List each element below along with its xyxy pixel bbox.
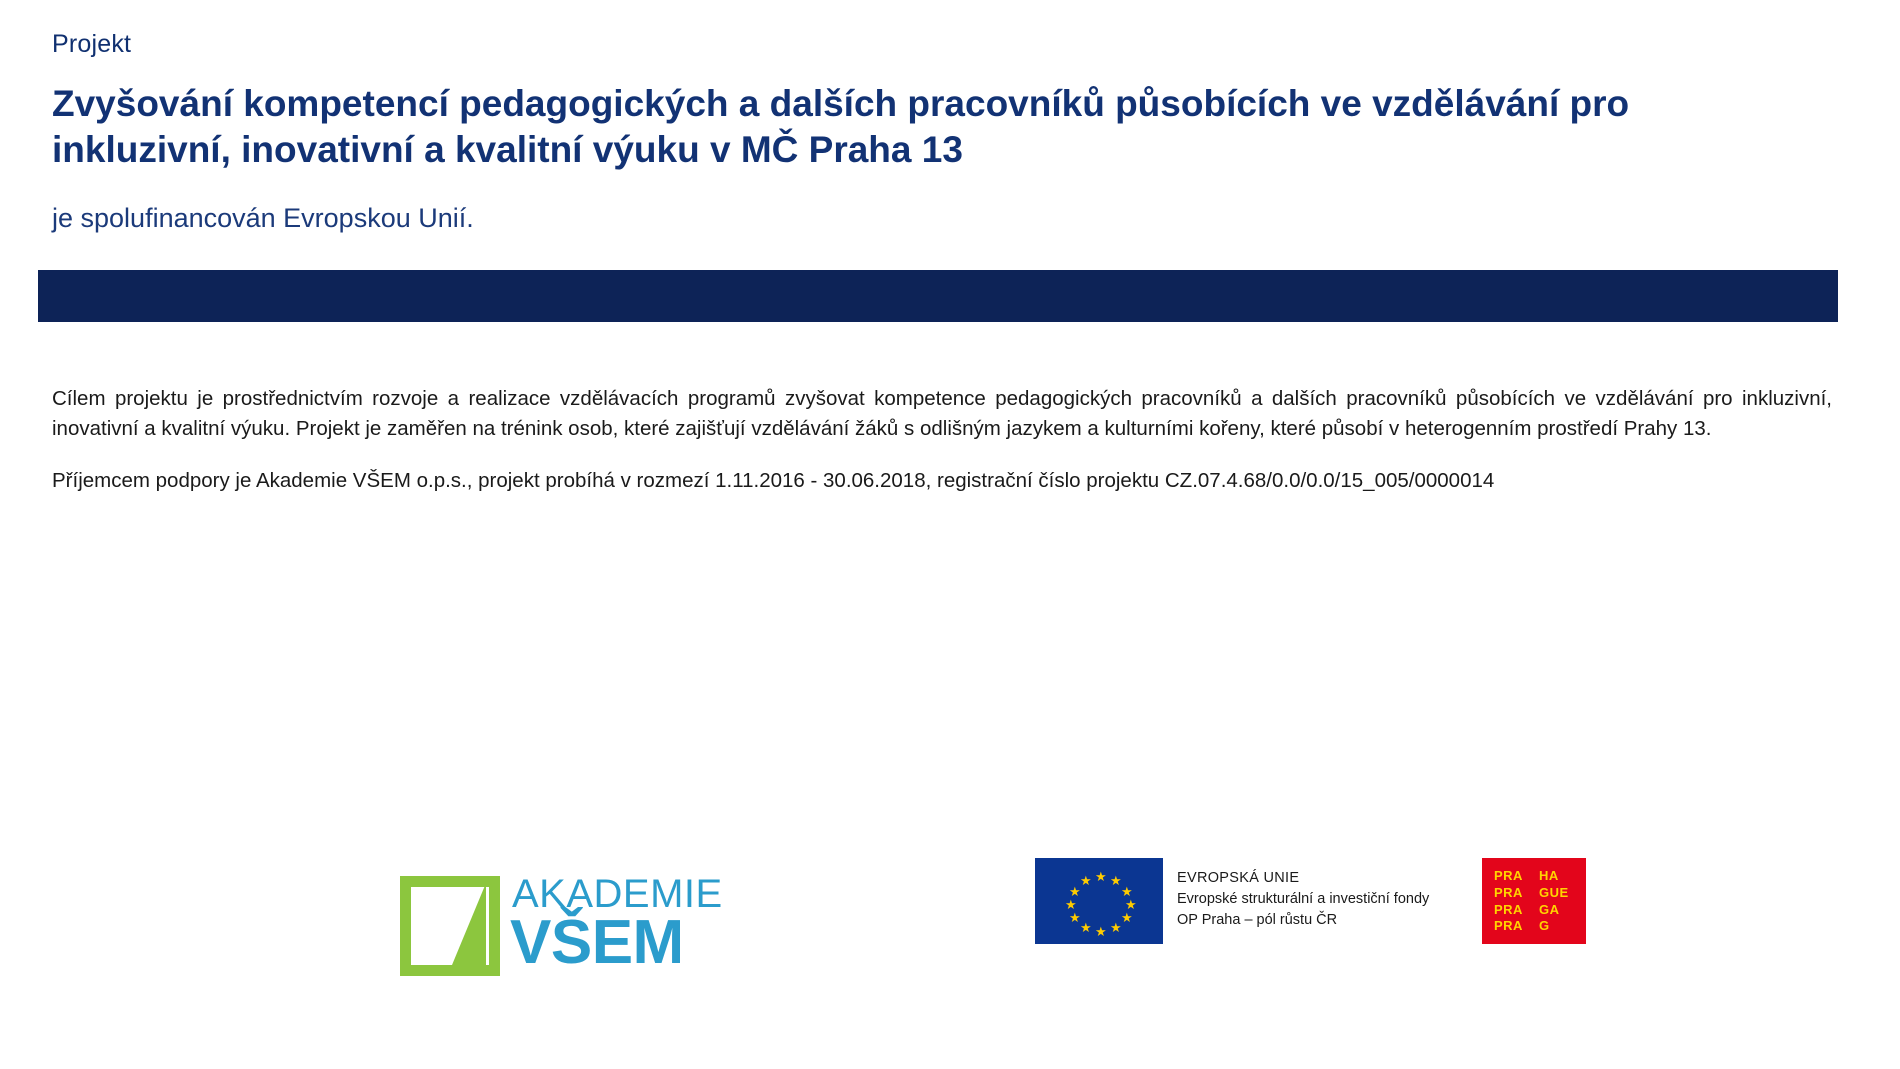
praha-logo <box>1482 858 1586 944</box>
eu-text-line-1: EVROPSKÁ UNIE <box>1177 869 1300 886</box>
paragraph-goal: Cílem projektu je prostřednictvím rozvoje a realizace vzdělávacích programů zvyšovat kompetence pedagogických pracovníků a dalších pracovníků působících ve vzdělávání pro inkluzivní, inovativní a kvalitní výuku. Projekt je zaměřen na trénink osob, které zajišťují vzdělávání žáků s odlišným jazykem a kulturními kořeny, které působí v heterogenním prostředí Prahy 13. <box>52 386 1832 441</box>
vsem-diagonal-icon <box>452 883 486 965</box>
header-block <box>0 0 1900 234</box>
praha-cell: G <box>1539 918 1550 934</box>
akademie-vsem-logo <box>400 850 740 975</box>
kicker-label: Projekt <box>52 30 132 58</box>
eu-logo-text <box>1177 870 1429 933</box>
vsem-wordmark-top: AKADEMIE <box>512 872 723 916</box>
body-text-block <box>0 384 1900 497</box>
praha-logo-grid <box>1482 858 1586 944</box>
praha-cell: PRA <box>1494 867 1523 883</box>
page-title: Zvyšování kompetencí pedagogických a dalších pracovníků působících ve vzdělávání pro inkluzivní, inovativní a kvalitní výuku v MČ Praha 13 <box>52 83 1630 170</box>
eu-text-line-3: OP Praha – pól růstu ČR <box>1177 911 1338 928</box>
praha-cell: GUE <box>1539 884 1569 900</box>
praha-cell: PRA <box>1494 901 1523 917</box>
eu-flag-icon: ★ ★ ★ ★ ★ ★ ★ ★ ★ ★ ★ ★ <box>1035 858 1163 944</box>
eu-logo <box>1035 858 1429 944</box>
eu-text-line-2: Evropské strukturální a investiční fondy <box>1177 890 1430 907</box>
paragraph-beneficiary: Příjemcem podpory je Akademie VŠEM o.p.s., projekt probíhá v rozmezí 1.11.2016 - 30.06.2018, registrační číslo projektu CZ.07.4.68/0.0/0.0/15_005/0000014 <box>52 469 1495 493</box>
praha-cell: HA <box>1539 867 1559 883</box>
page-subtitle: je spolufinancován Evropskou Unií. <box>52 202 474 233</box>
vsem-wordmark-bottom: VŠEM <box>510 908 684 977</box>
praha-cell: PRA <box>1494 918 1523 934</box>
praha-cell: GA <box>1539 901 1560 917</box>
navy-divider-bar <box>38 270 1838 322</box>
praha-cell: PRA <box>1494 884 1523 900</box>
logo-row <box>0 840 1900 980</box>
